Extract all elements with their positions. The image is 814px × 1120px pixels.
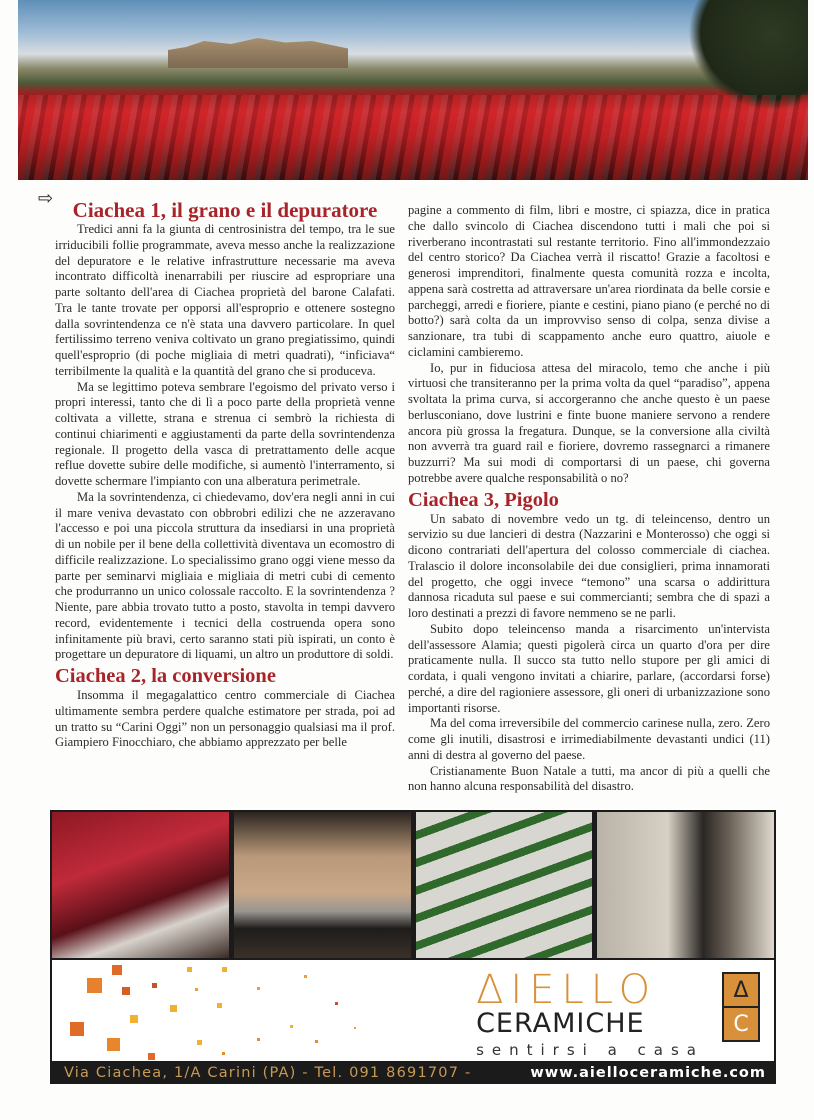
tile-square [354,1027,356,1029]
tile-square [290,1025,293,1028]
heading-ciachea-2: Ciachea 2, la conversione [55,665,276,687]
tile-square [257,987,260,990]
crowd-photo-banner [18,0,808,180]
article-left-column [55,198,395,751]
tile-square [217,1003,222,1008]
tile-square [335,1002,338,1005]
article-right-column [408,203,770,795]
tile-square [195,988,198,991]
interior-floor-photo [597,812,774,958]
paragraph: Ma del coma irreversibile del commercio carinese nulla, zero. Zero come gli inutili, disastrosi e irrimediabilmente devastanti undici (11) anni di destra al governo del paese. [408,716,770,762]
tile-square [130,1015,138,1023]
heading-ciachea-3: Ciachea 3, Pigolo [408,488,559,511]
brand-name: ΔIELLO [476,967,658,1013]
tile-square [315,1040,318,1043]
tile-square [170,1005,177,1012]
aiello-ceramiche-advertisement [50,810,776,1084]
heading-ciachea-1: Ciachea 1, il grano e il depuratore [72,198,378,222]
tile-square [152,983,157,988]
ad-footer-bar [64,1063,766,1083]
ad-photo-strip [52,812,774,958]
tile-square [87,978,102,993]
tile-square [187,967,192,972]
paragraph: Cristianamente Buon Natale a tutti, ma ancor di più a quelli che non hanno alcuna responsabilità del disastro. [408,763,770,794]
paragraph: Tredici anni fa la giunta di centrosinistra del tempo, tra le sue irriducibili follie programmate, aveva messo anche la realizzazione del depuratore e le relative infrastrutture necessarie ma aveva incontrato difficoltà inenarrabili per riuscire ad espropriare una parte soltanto dell'area di Ciachea proprietà del barone Calafati. Tra le tante trovate per opporsi all'esproprio e ottenere sostegno dalla sovrintendenza ce n'è stata una davvero particolare. In quel fertilissimo terreno veniva coltivato un grano pregiatissimo, quindi quell'esproprio (di poche migliaia di metri quadrati), “inficiava“ terribilmente la qualità e la quantità del grano che si produceva. [55,222,395,378]
tile-square [304,975,307,978]
paragraph: Subito dopo teleincenso manda a risarcimento un'intervista dell'assessore Alamia; questi pigolerà circa un quarto d'ora per dire praticamente nulla. Il succo sta tutto nello stupore per gli amici di cordata, i quali vengono invitati a chiarire, parlare, (accordarsi forse) perché, a dire del ragioniere assessore, gli oneri di urbanizzazione sono importanti risorse. [408,621,770,715]
brand-monogram [722,972,760,1042]
ruins-silhouette [168,38,348,68]
paragraph: Ma se legittimo poteva sembrare l'egoismo del privato verso i propri interessi, tanto che di lì a poco parte della proprietà venne coltivata a villette, strana e strenua ci sembrò la richiesta di continui chiarimenti e aggiustamenti da parte della sovrintendenza regionale. Il progetto della vasca di pretrattamento delle acque reflue dovette subire delle modifiche, si aumentò l'interramento, si dovette schermare l'impianto con una alberatura perimetrale. [55,379,395,488]
brand-tagline: sentirsi a casa [476,1041,704,1059]
ad-website-link[interactable]: www.aielloceramiche.com [530,1065,766,1081]
ad-address-phone: Via Ciachea, 1/A Carini (PA) - Tel. 091 8691707 - [64,1065,472,1081]
tile-square [197,1040,202,1045]
tile-square [222,1052,225,1055]
tile-square [122,987,130,995]
tile-square [222,967,227,972]
continuation-arrow-icon: ⇨ [38,188,54,208]
brand-logo [476,967,704,1062]
red-flags-crowd [18,95,808,180]
paragraph: Un sabato di novembre vedo un tg. di teleincenso, dentro un servizio su due lancieri di destra (Nazzarini e Monterosso) che oggi si dicono contrariati dell'apertura del colosso commerciale di ciachea. Tralascio il dolore inconsolabile dei due consiglieri, prima innamorati del progetto, che oggi invece “temono” una scarsa o addirittura dannosa ricaduta sul paese e sui commercianti; sembra che di spazi a loro destinati a prezzi di favore nemmeno se ne parli. [408,511,770,620]
kitchen-photo [234,812,411,958]
trees [688,0,808,110]
tile-square [70,1022,84,1036]
tile-square [107,1038,120,1051]
ad-logo-area [52,960,774,1061]
monogram-a: Δ [724,974,758,1006]
brand-subname: CERAMICHE [476,1008,645,1039]
tile-square [257,1038,260,1041]
tile-square [148,1053,155,1060]
paragraph: Ma la sovrintendenza, ci chiedevamo, dov'era negli anni in cui il mare veniva devastato con obbrobri edilizi che ne azzeravano l'accesso e poi una piccola struttura da insediarsi in una proprietà di un nobile per il bene della collettività diventava un ecomostro di difficile realizzazione. Lo specialissimo grano oggi viene messo da parte per seminarvi migliaia e migliaia di metri cubi di cemento che produrranno un unico colossale raccolto. E la sovrintendenza ? Niente, pare abbia trovato tutto a posto, stavolta in tempi davvero record, evidentemente i tecnici della costruenda opera sono infinitamente più bravi, certo saranno stati più ispirati, un conto è progettare un depuratore di liquami, un altro un produttore di soldi. [55,489,395,662]
paragraph: pagine a commento di film, libri e mostre, ci spiazza, dice in pratica che dallo svincolo di Ciachea discendono tutti i mali che poi si riverberano incontrastati sul restante territorio. Fino all'immondezzaio del centro storico? Da Ciachea verrà il riscatto! Grazie a facoltosi e generosi imprenditori, finalmente questa comunità rozza e incolta, appena sarà costretta ad attraversare un'area riordinata da belle corsie e parcheggi, arredi e fioriere, piante e cestini, piano piano (e perché no di botto?) sarà colta da un improvviso senso di colpa, senza divise a sanzionare, tra tubi di scappamento anche euro quattro, aiuole e ciclamini cambieremo. [408,203,770,359]
tile-square [112,965,122,975]
garden-path-photo [416,812,593,958]
monogram-c: C [724,1008,758,1040]
bathroom-photo [52,812,229,958]
paragraph: Insomma il megagalattico centro commerciale di Ciachea ultimamente sembra perdere qualche estimatore per strada, poi ad un tratto su “Carini Oggi” non un personaggio qualsiasi ma il prof. Giampiero Finocchiaro, che abbiamo apprezzato per belle [55,688,395,750]
paragraph: Io, pur in fiduciosa attesa del miracolo, temo che anche i più virtuosi che transiteranno per la prima volta da quel “paradiso”, appena svoltata la prima curva, si accorgeranno che anche questo è un paese berlusconiano, dove lustrini e finte buone maniere servono a rendere ancora più grossa la fregatura. Dunque, se la conversione alla civiltà non avverrà tra guard rail e fioriere, dovremo rassegnarci a rimanere buzzurri? Ma sui modi di comportarsi di un paese, chi governa potrebbe avere qualche responsabilità o no? [408,360,770,485]
